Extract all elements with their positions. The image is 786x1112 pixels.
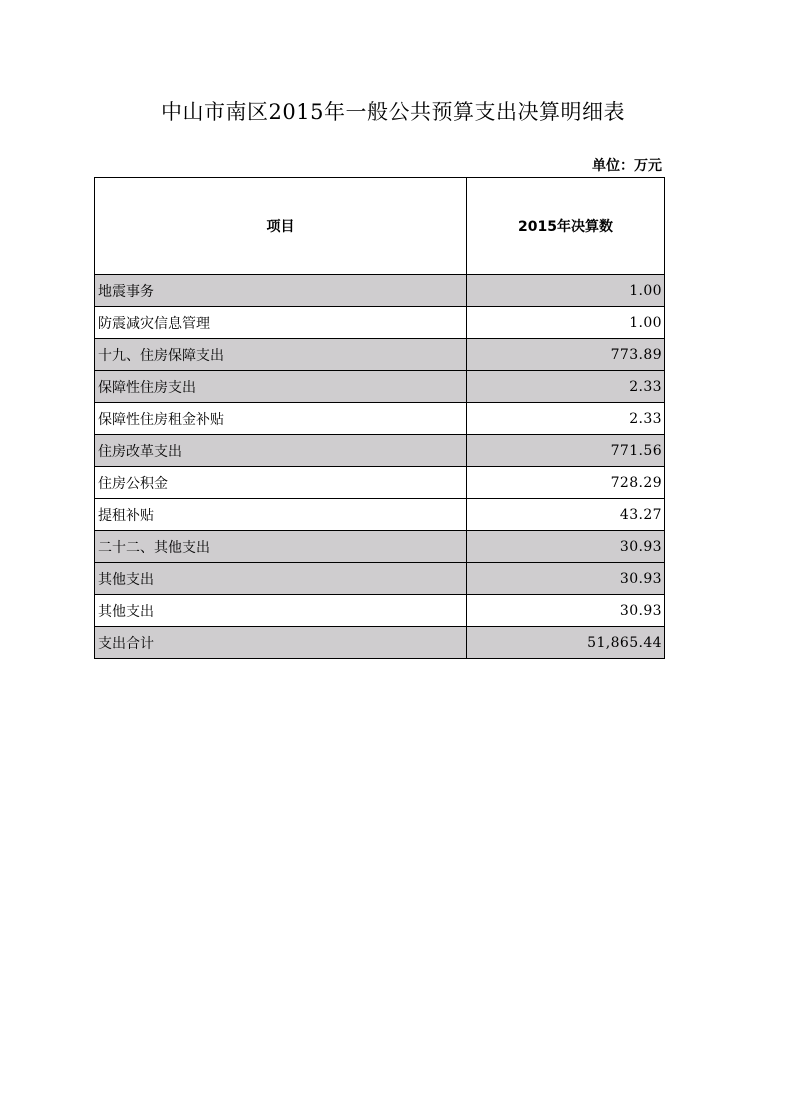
row-item-label: 防震减灾信息管理 — [95, 307, 467, 339]
row-item-label: 其他支出 — [95, 595, 467, 627]
row-amount: 2.33 — [467, 371, 665, 403]
row-item-label: 二十二、其他支出 — [95, 531, 467, 563]
table-row — [95, 499, 665, 531]
table-row — [95, 339, 665, 371]
row-item-label: 住房公积金 — [95, 467, 467, 499]
row-item-label: 其他支出 — [95, 563, 467, 595]
table-row — [95, 403, 665, 435]
expenditure-table — [94, 177, 665, 659]
row-amount: 728.29 — [467, 467, 665, 499]
table-body — [95, 275, 665, 659]
row-amount: 30.93 — [467, 595, 665, 627]
row-amount: 1.00 — [467, 275, 665, 307]
table-row — [95, 563, 665, 595]
row-amount: 2.33 — [467, 403, 665, 435]
row-amount: 773.89 — [467, 339, 665, 371]
page-title: 中山市南区2015年一般公共预算支出决算明细表 — [161, 100, 625, 124]
row-amount: 30.93 — [467, 563, 665, 595]
column-header-amount: 2015年决算数 — [467, 178, 665, 275]
table-row — [95, 371, 665, 403]
row-item-label: 提租补贴 — [95, 499, 467, 531]
column-header-item: 项目 — [95, 178, 467, 275]
row-amount: 771.56 — [467, 435, 665, 467]
row-amount: 1.00 — [467, 307, 665, 339]
row-amount: 30.93 — [467, 531, 665, 563]
row-item-label: 支出合计 — [95, 627, 467, 659]
table-row — [95, 435, 665, 467]
table-row — [95, 595, 665, 627]
unit-label: 单位：万元 — [592, 158, 662, 174]
row-amount: 51,865.44 — [467, 627, 665, 659]
row-amount: 43.27 — [467, 499, 665, 531]
table-row — [95, 307, 665, 339]
table-row — [95, 627, 665, 659]
row-item-label: 住房改革支出 — [95, 435, 467, 467]
table-row — [95, 467, 665, 499]
table-header-row — [95, 178, 665, 275]
row-item-label: 地震事务 — [95, 275, 467, 307]
table-row — [95, 531, 665, 563]
row-item-label: 保障性住房租金补贴 — [95, 403, 467, 435]
table-row — [95, 275, 665, 307]
row-item-label: 十九、住房保障支出 — [95, 339, 467, 371]
row-item-label: 保障性住房支出 — [95, 371, 467, 403]
